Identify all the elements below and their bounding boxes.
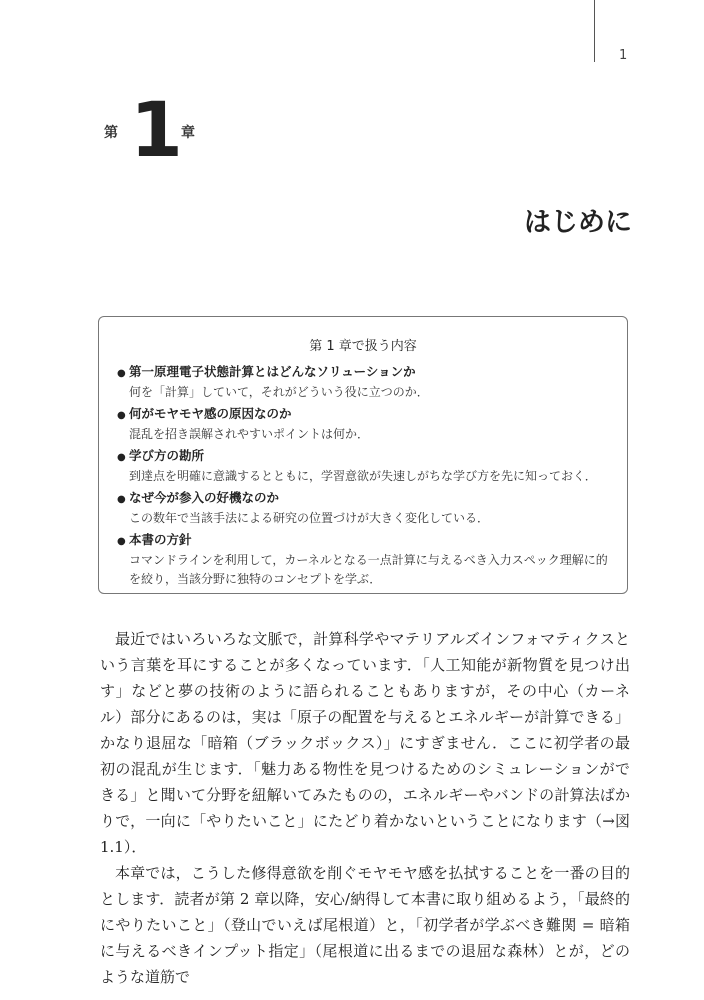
chapter-summary-box <box>98 316 628 594</box>
header-rule <box>594 0 595 62</box>
chapter-number: 1 <box>130 85 181 174</box>
summary-item-heading: なぜ今が参入の好機なのか <box>129 490 280 505</box>
summary-item-heading: 本書の方針 <box>129 532 192 547</box>
summary-box-title: 第 1 章で扱う内容 <box>309 339 417 354</box>
summary-list <box>117 363 613 592</box>
summary-item-heading: 第一原理電子状態計算とはどんなソリューションか <box>129 364 416 379</box>
bullet-icon: ● <box>117 494 126 505</box>
bullet-icon: ● <box>117 452 126 463</box>
page-number: 1 <box>619 48 628 63</box>
summary-item-description: コマンドラインを利用して，カーネルとなる一点計算に与えるべき入力スペック理解に的を絞り，当該分野に独特のコンセプトを学ぶ． <box>129 553 608 586</box>
bullet-icon: ● <box>117 368 126 379</box>
summary-item <box>117 405 613 444</box>
body-paragraph: 最近ではいろいろな文脈で，計算科学やマテリアルズインフォマティクスという言葉を耳にすることが多くなっています．「人工知能が新物質を見つけ出す」などと夢の技術のように語られることもありますが，その中心（カーネル）部分にあるのは，実は「原子の配置を与えるとエネルギーが計算できる」かなり退屈な「暗箱（ブラックボックス）」にすぎません．ここに初学者の最初の混乱が生じます．「魅力ある物性を見つけるためのシミュレーションができる」と聞いて分野を紐解いてみたものの，エネルギーやバンドの計算法ばかりで，一向に「やりたいこと」にたどり着かないということになります（→図 1.1）． <box>100 630 630 856</box>
summary-item <box>117 447 613 486</box>
summary-item-description: 到達点を明確に意識するとともに，学習意欲が失速しがちな学び方を先に知っておく． <box>129 469 597 483</box>
summary-item-heading: 学び方の勘所 <box>129 448 205 463</box>
chapter-suffix: 章 <box>181 125 195 141</box>
summary-item <box>117 489 613 528</box>
summary-item <box>117 531 613 589</box>
summary-item-description: 何を「計算」していて，それがどういう役に立つのか． <box>129 385 429 399</box>
body-paragraph: 本章では，こうした修得意欲を削ぐモヤモヤ感を払拭することを一番の目的とします．読者が第 2 章以降，安心/納得して本書に取り組めるよう，「最終的にやりたいこと」（登山でいえば尾根道）と，「初学者が学ぶべき難関 = 暗箱に与えるべきインプット指定」（尾根道に出るまでの退屈な森林）とが，どのような道筋で <box>100 864 630 986</box>
bullet-icon: ● <box>117 410 126 421</box>
chapter-prefix: 第 <box>104 125 118 141</box>
summary-item-description: 混乱を招き誤解されやすいポイントは何か． <box>129 427 370 441</box>
bullet-icon: ● <box>117 536 126 547</box>
summary-item <box>117 363 613 402</box>
body-text <box>100 626 630 990</box>
summary-item-heading: 何がモヤモヤ感の原因なのか <box>129 406 292 421</box>
chapter-title: はじめに <box>524 207 632 238</box>
summary-item-description: この数年で当該手法による研究の位置づけが大きく変化している． <box>129 511 490 525</box>
